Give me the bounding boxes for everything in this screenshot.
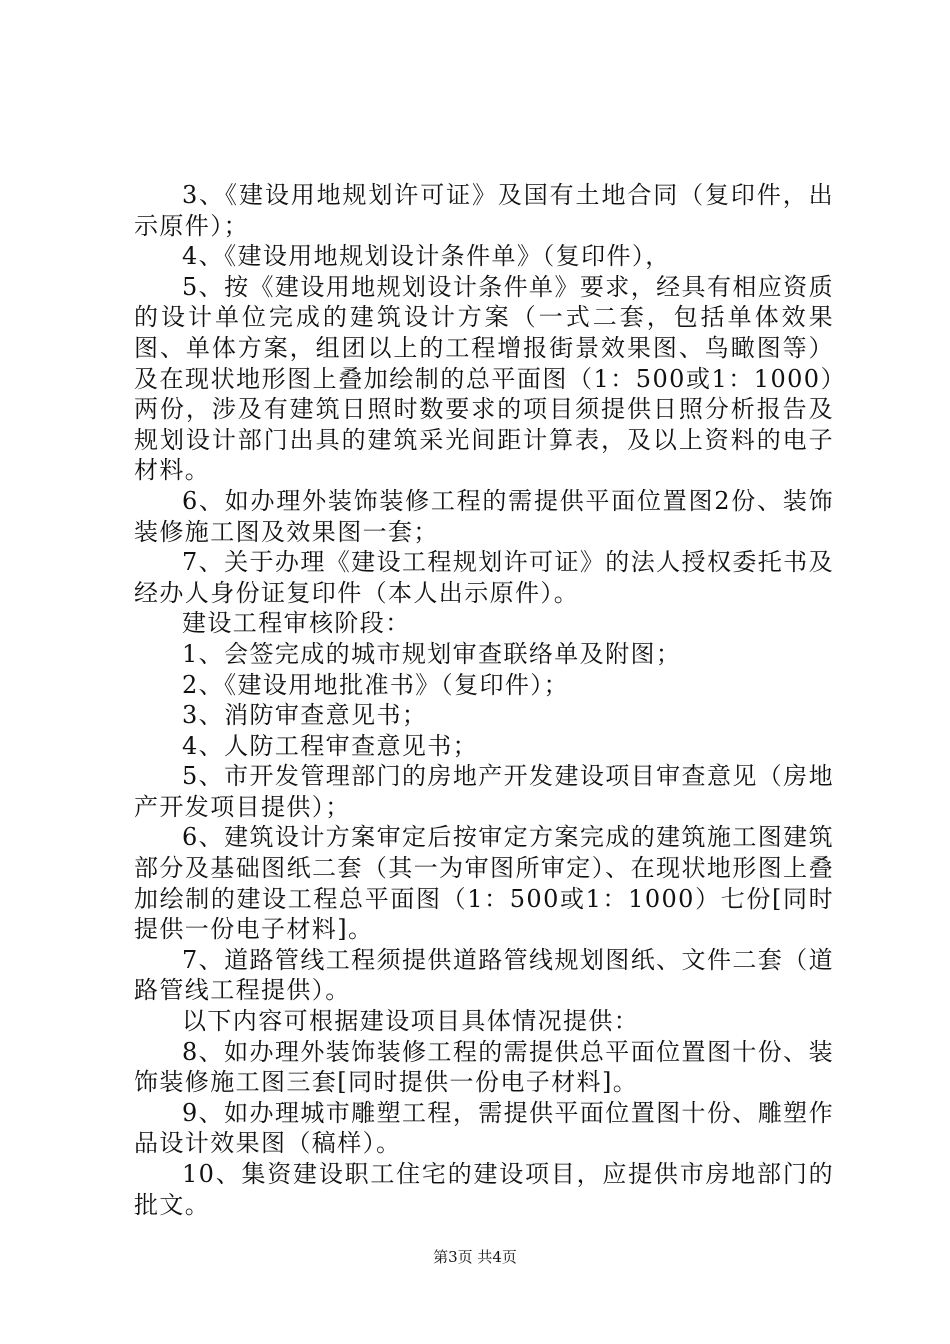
- paragraph-item-3-land-permit: 3、《建设用地规划许可证》及国有土地合同（复印件，出示原件）；: [134, 181, 834, 240]
- document-body: [134, 180, 834, 1220]
- paragraph-item-6-decoration: 6、如办理外装饰装修工程的需提供平面位置图2份、装饰装修施工图及效果图一套；: [134, 486, 834, 546]
- paragraph-review-5: 5、市开发管理部门的房地产开发建设项目审查意见（房地产开发项目提供）；: [134, 762, 834, 821]
- section-heading-review-stage: 建设工程审核阶段：: [182, 609, 411, 638]
- paragraph-review-2: 2、《建设用地批准书》（复印件）；: [182, 670, 570, 699]
- paragraph-review-7: 7、道路管线工程须提供道路管线规划图纸、文件二套（道路管线工程提供）。: [134, 945, 834, 1005]
- paragraph-review-4: 4、人防工程审查意见书；: [182, 731, 479, 760]
- paragraph-review-1: 1、会签完成的城市规划审查联络单及附图；: [182, 639, 682, 668]
- paragraph-optional-10: 10、集资建设职工住宅的建设项目，应提供市房地部门的批文。: [134, 1160, 834, 1219]
- paragraph-item-4-design-conditions: 4、《建设用地规划设计条件单》（复印件），: [182, 242, 671, 271]
- paragraph-item-5-design-scheme: 5、按《建设用地规划设计条件单》要求，经具有相应资质的设计单位完成的建筑设计方案（一式二套，包括单体效果图、单体方案，组团以上的工程增报街景效果图、鸟瞰图等）及在现状地形图上叠加绘制的总平面图（1：500或1：1000）两份，涉及有建筑日照时数要求的项目须提供日照分析报告及规划设计部门出具的建筑采光间距计算表，及以上资料的电子材料。: [134, 272, 834, 485]
- page-number-footer: 第3页 共4页: [433, 1248, 517, 1266]
- section-heading-optional: 以下内容可根据建设项目具体情况提供：: [182, 1007, 640, 1036]
- paragraph-optional-8: 8、如办理外装饰装修工程的需提供总平面位置图十份、装饰装修施工图三套[同时提供一份电子材料]。: [134, 1037, 834, 1097]
- paragraph-item-7-authorization: 7、关于办理《建设工程规划许可证》的法人授权委托书及经办人身份证复印件（本人出示原件）。: [134, 548, 834, 607]
- paragraph-optional-9: 9、如办理城市雕塑工程，需提供平面位置图十份、雕塑作品设计效果图（稿样）。: [134, 1098, 834, 1158]
- paragraph-review-6: 6、建筑设计方案审定后按审定方案完成的建筑施工图建筑部分及基础图纸二套（其一为审图所审定）、在现状地形图上叠加绘制的建设工程总平面图（1：500或1：1000）七份[同时提供一份电子材料]。: [134, 823, 834, 944]
- paragraph-review-3: 3、消防审查意见书；: [182, 701, 428, 730]
